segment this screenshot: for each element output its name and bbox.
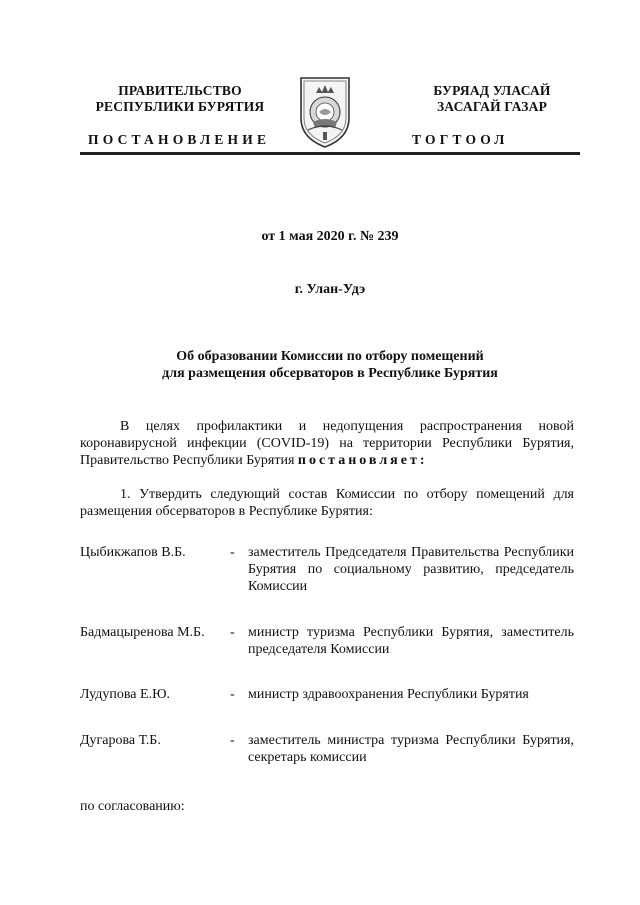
member-role: заместитель министра туризма Республики Бурятия, секретарь комиссии	[248, 733, 574, 765]
city: г. Улан-Удэ	[294, 282, 366, 297]
header-left-block	[80, 83, 280, 115]
header-right-line1: БУРЯАД УЛАСАЙ	[433, 83, 551, 98]
header-left-line2: РЕСПУБЛИКИ БУРЯТИЯ	[95, 99, 265, 114]
member-name: Лудупова Е.Ю.	[80, 687, 170, 702]
header-divider	[80, 152, 580, 155]
member-dash: -	[230, 687, 235, 702]
member-role: заместитель Председателя Правительства Республики Бурятия по социальному развитию, председатель Комиссии	[248, 545, 574, 594]
header-right-block	[392, 83, 592, 115]
member-name: Дугарова Т.Б.	[80, 733, 161, 748]
coat-of-arms-icon	[298, 72, 352, 150]
header-right-line2: ЗАСАГАЙ ГАЗАР	[436, 99, 548, 114]
title-line1: Об образовании Комиссии по отбору помещений	[176, 349, 484, 364]
title-line2: для размещения обсерваторов в Республике Бурятия	[162, 366, 498, 381]
doc-type-right: ТОГТООЛ	[412, 132, 509, 147]
member-role: министр туризма Республики Бурятия, заместитель председателя Комиссии	[248, 625, 574, 657]
doc-type-left: ПОСТАНОВЛЕНИЕ	[88, 132, 271, 147]
date-and-number: от 1 мая 2020 г. № 239	[261, 229, 399, 244]
member-dash: -	[230, 733, 235, 748]
paragraph-item-1: 1. Утвердить следующий состав Комиссии по отбору помещений для размещения обсерваторов в Республике Бурятия:	[80, 487, 574, 519]
header-left-line1: ПРАВИТЕЛЬСТВО	[118, 83, 242, 98]
member-name: Бадмацыренова М.Б.	[80, 625, 205, 640]
preamble-text: В целях профилактики и недопущения распространения новой коронавирусной инфекции (COVID-19) на территории Республики Бурятия, Правительство Республики Бурятия	[80, 419, 574, 468]
paragraph-preamble	[80, 418, 574, 469]
resolves-word: постановляет:	[297, 453, 428, 468]
member-dash: -	[230, 625, 235, 640]
member-role: министр здравоохранения Республики Бурятия	[248, 687, 529, 702]
by-agreement-note: по согласованию:	[80, 799, 185, 814]
member-name: Цыбикжапов В.Б.	[80, 545, 186, 560]
member-dash: -	[230, 545, 235, 560]
document-title	[80, 348, 580, 382]
